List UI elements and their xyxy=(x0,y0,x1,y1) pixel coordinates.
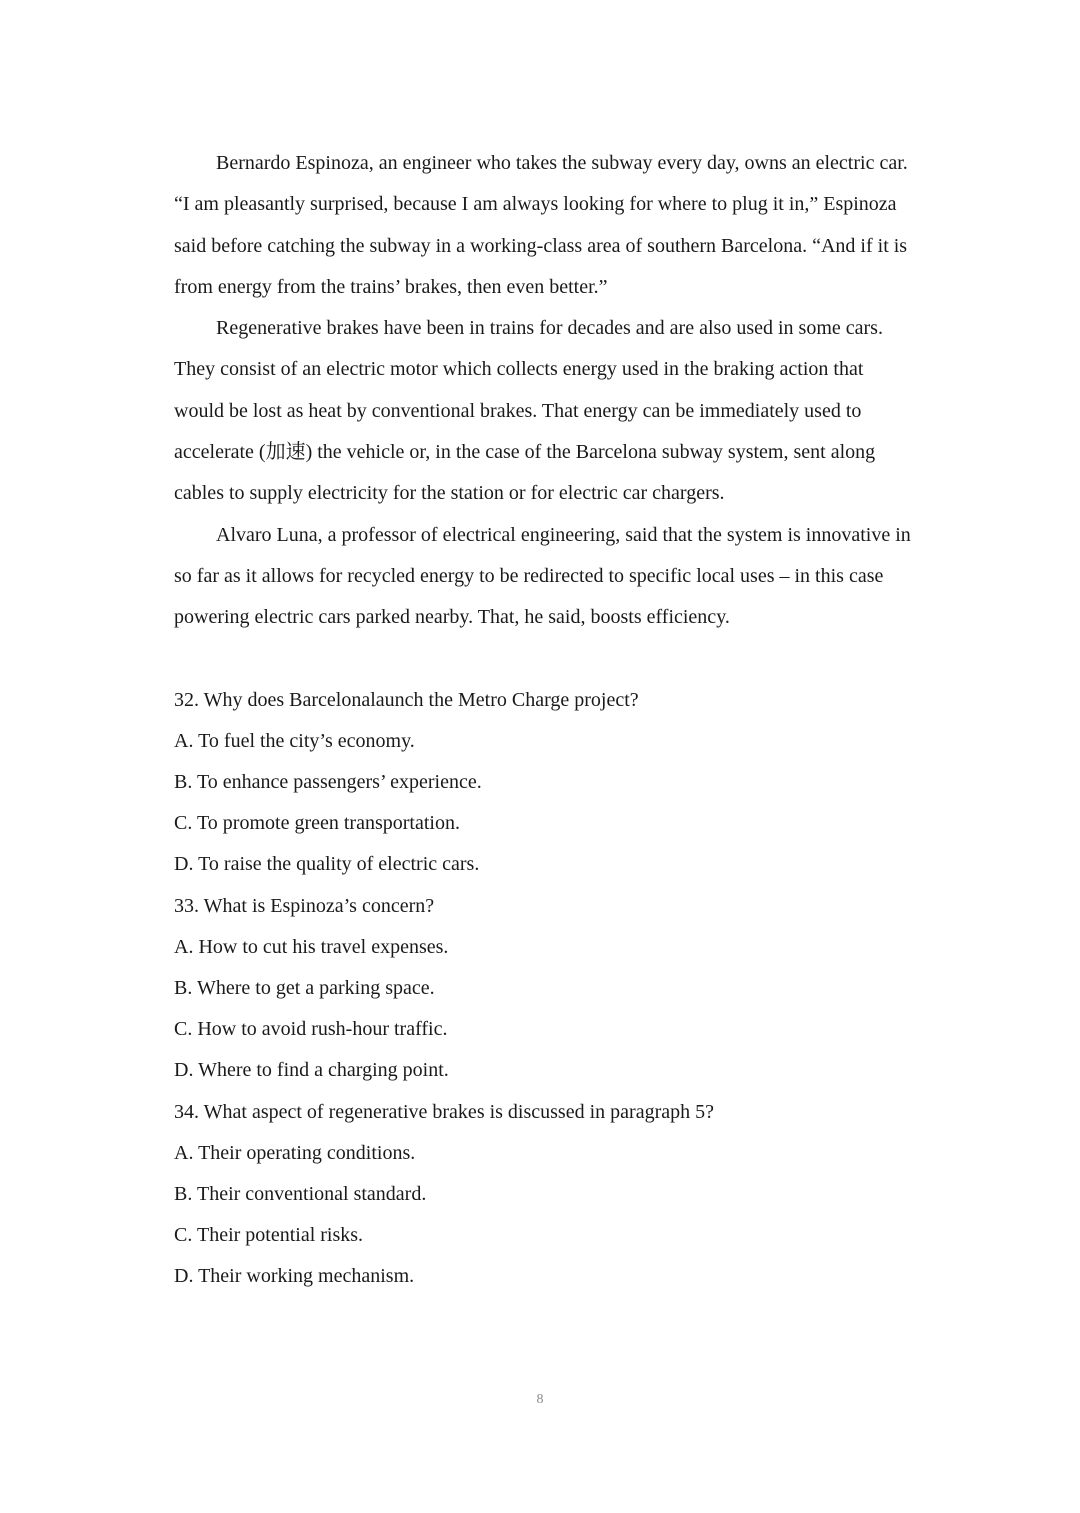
option-b: B. Where to get a parking space. xyxy=(174,976,435,999)
question-32 xyxy=(174,680,914,886)
question-stem: 34. What aspect of regenerative brakes is discussed in paragraph 5? xyxy=(174,1100,714,1123)
paragraph-espinoza: Bernardo Espinoza, an engineer who takes the subway every day, owns an electric car. “I am pleasantly surprised, because I am always looking for where to plug it in,” Espinoza said before catching the subway in a working-class area of southern Barcelona. “And if it is from energy from the trains’ brakes, then even better.” xyxy=(174,152,908,298)
question-34 xyxy=(174,1092,914,1298)
option-c: C. Their potential risks. xyxy=(174,1224,364,1247)
paragraph-luna: Alvaro Luna, a professor of electrical engineering, said that the system is innovative in so far as it allows for recycled energy to be redirected to specific local uses – in this case powering electric cars parked nearby. That, he said, boosts efficiency. xyxy=(174,523,911,629)
option-d: D. To raise the quality of electric cars. xyxy=(174,853,480,876)
option-c: C. How to avoid rush-hour traffic. xyxy=(174,1018,448,1041)
question-33 xyxy=(174,886,914,1092)
paragraph-regenerative-brakes: Regenerative brakes have been in trains for decades and are also used in some cars. They consist of an electric motor which collects energy used in the braking action that would be lost as heat by conventional brakes. That energy can be immediately used to accelerate (加速) the vehicle or, in the case of the Barcelona subway system, sent along cables to supply electricity for the station or for electric car chargers. xyxy=(174,317,883,505)
option-b: B. Their conventional standard. xyxy=(174,1183,427,1205)
page-content xyxy=(174,143,914,1298)
page-number: 8 xyxy=(536,1392,544,1407)
question-stem: 33. What is Espinoza’s concern? xyxy=(174,894,435,917)
option-a: A. How to cut his travel expenses. xyxy=(174,935,449,958)
option-c: C. To promote green transportation. xyxy=(174,812,460,835)
question-stem: 32. Why does Barcelonalaunch the Metro Charge project? xyxy=(174,688,639,711)
option-d: D. Where to find a charging point. xyxy=(174,1059,449,1082)
option-a: A. Their operating conditions. xyxy=(174,1141,416,1164)
option-a: A. To fuel the city’s economy. xyxy=(174,729,415,752)
reading-passage xyxy=(174,143,914,639)
option-d: D. Their working mechanism. xyxy=(174,1265,415,1288)
option-b: B. To enhance passengers’ experience. xyxy=(174,770,482,793)
question-list xyxy=(174,680,914,1298)
